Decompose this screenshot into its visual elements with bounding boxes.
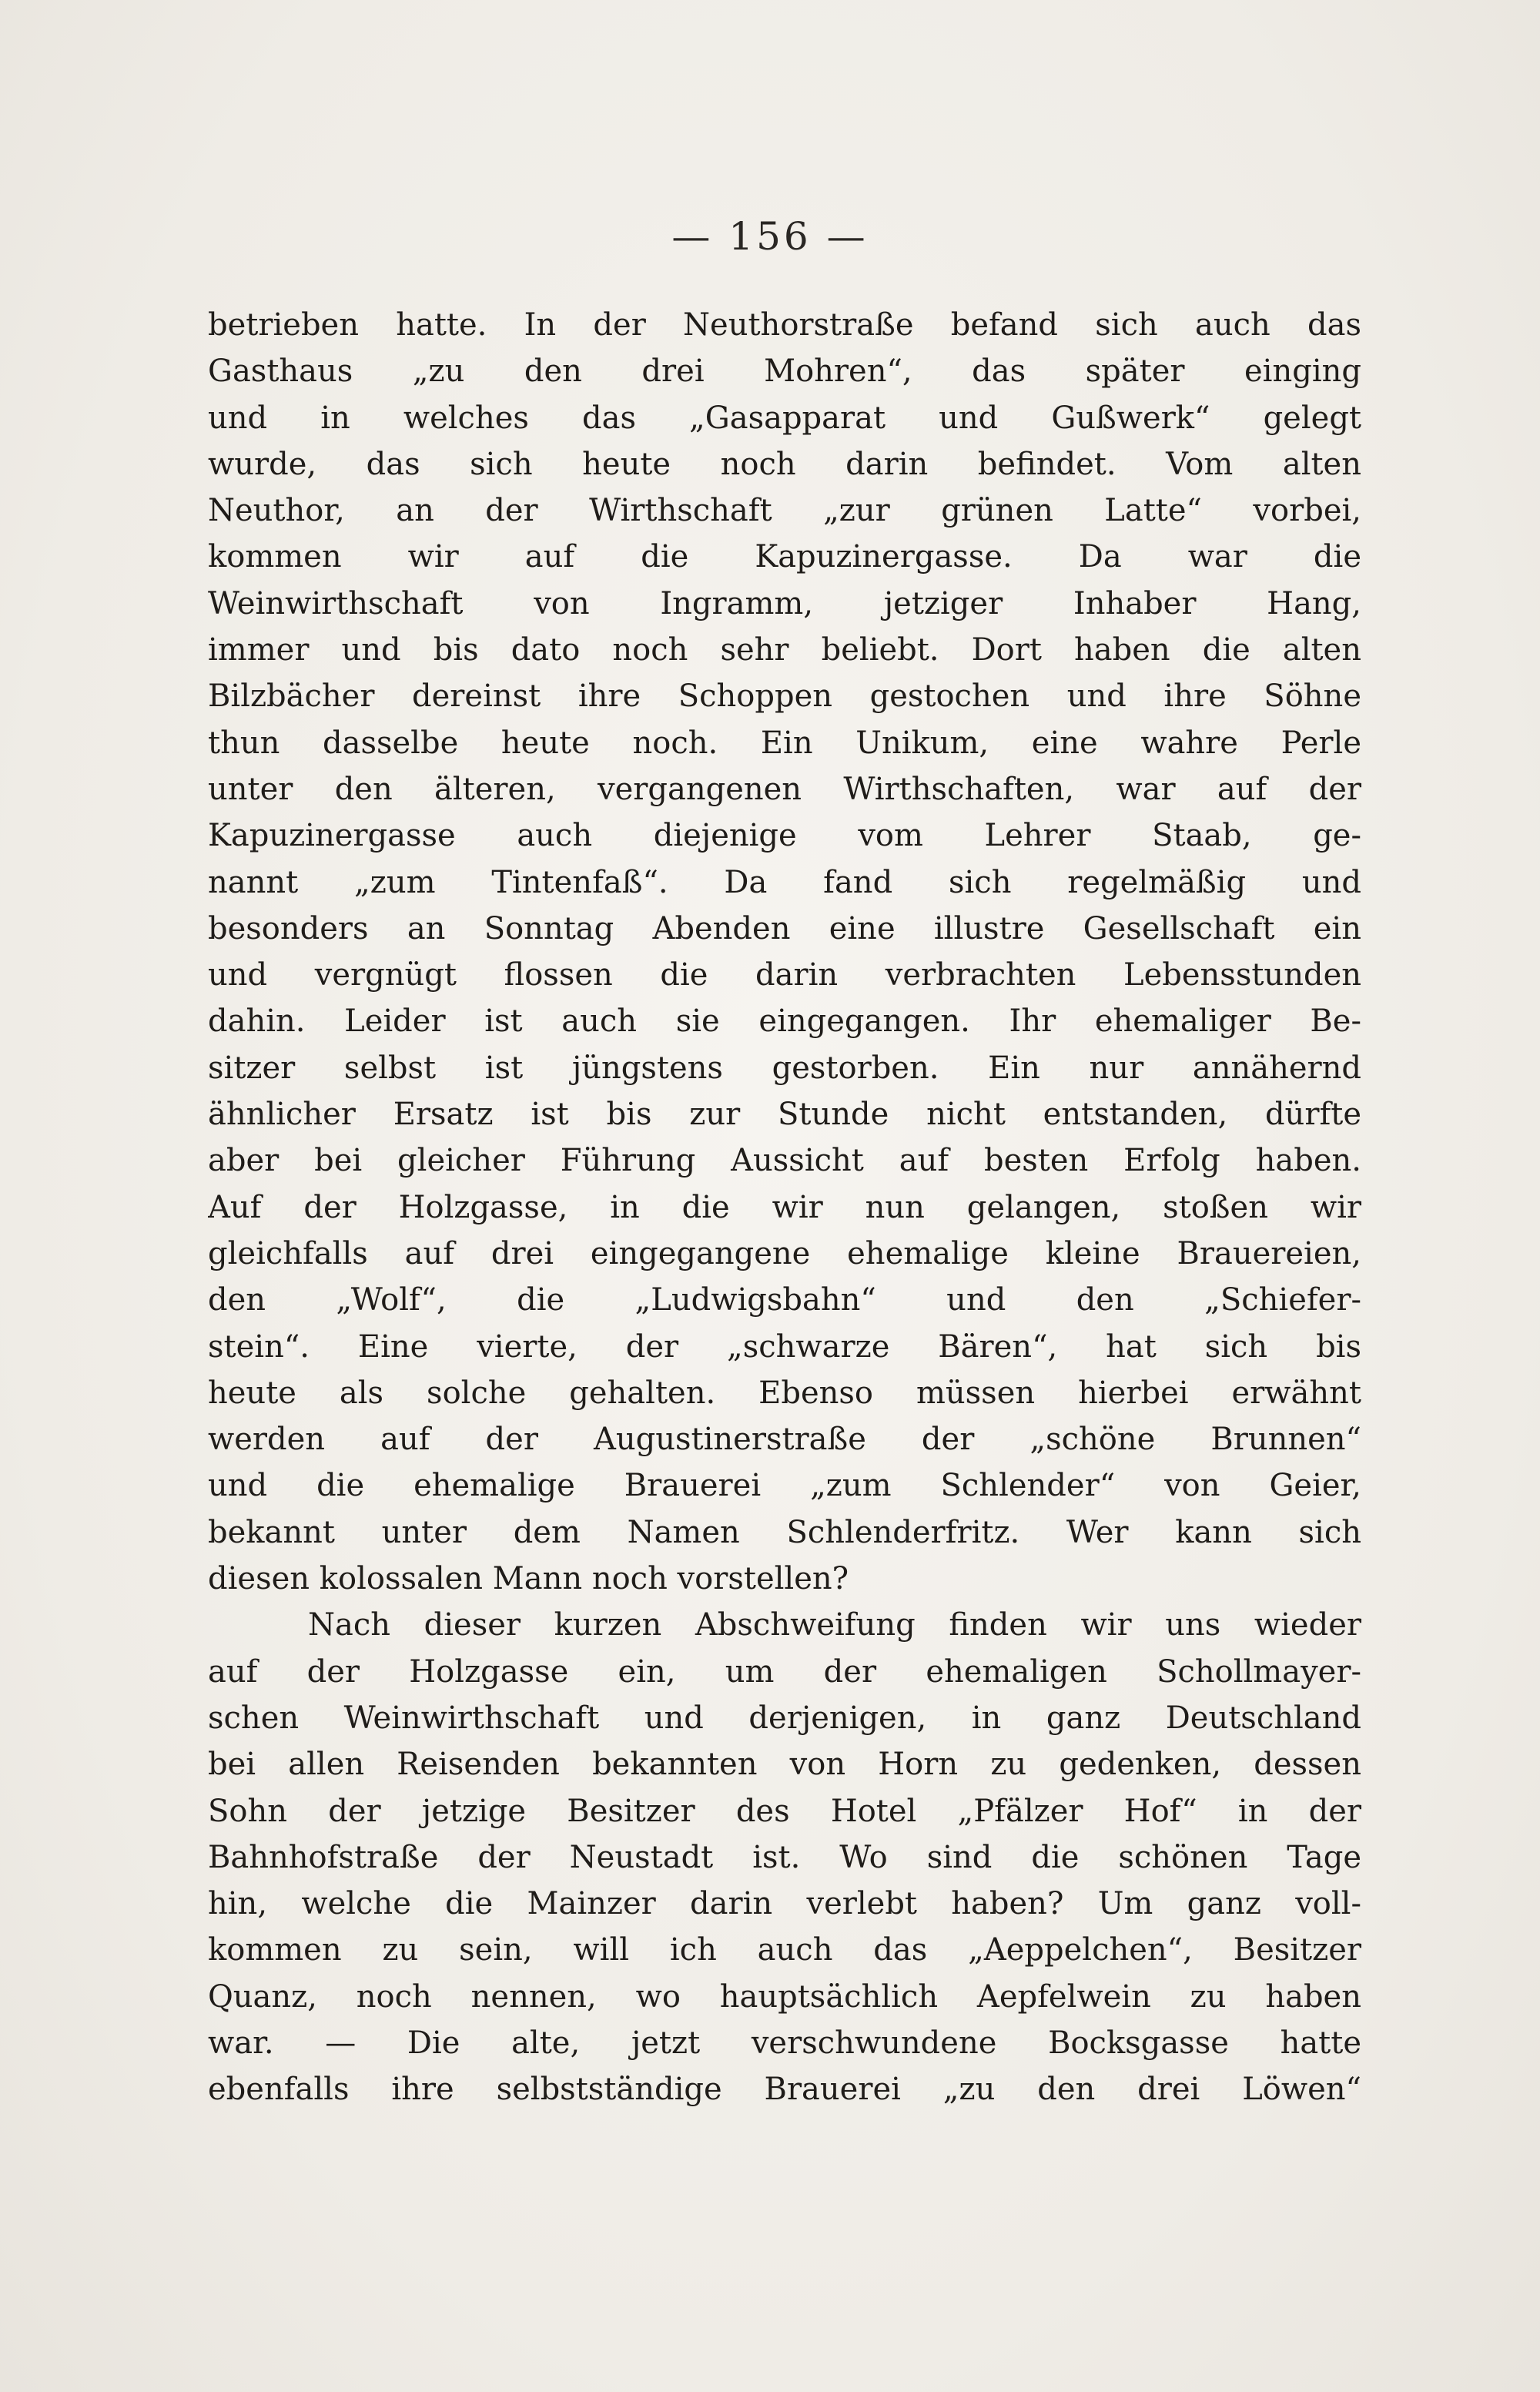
text-line: und vergnügt flossen die darin verbrachten Lebensstunden (208, 957, 1361, 993)
paragraph-end-line: diesen kolossalen Mann noch vorstellen? (208, 1561, 849, 1597)
text-line: gleichfalls auf drei eingegangene ehemalige kleine Brauereien, (208, 1235, 1361, 1271)
text-line: und die ehemalige Brauerei „zum Schlender“ von Geier, (208, 1468, 1361, 1504)
text-line: bekannt unter dem Namen Schlenderfritz. Wer kann sich (208, 1514, 1361, 1550)
text-line: den „Wolf“, die „Ludwigsbahn“ und den „Schiefer- (208, 1282, 1361, 1318)
text-line: immer und bis dato noch sehr beliebt. Dort haben die alten (208, 632, 1361, 668)
text-line: kommen zu sein, will ich auch das „Aeppelchen“, Besitzer (208, 1932, 1361, 1968)
text-line: besonders an Sonntag Abenden eine illustre Gesellschaft ein (208, 910, 1361, 946)
page-number: — 156 — (671, 214, 869, 259)
text-line: heute als solche gehalten. Ebenso müssen hierbei erwähnt (208, 1375, 1361, 1411)
text-line: kommen wir auf die Kapuzinergasse. Da war die (208, 539, 1361, 575)
text-line: Weinwirthschaft von Ingramm, jetziger Inhaber Hang, (208, 585, 1361, 621)
text-line: bei allen Reisenden bekannten von Horn zu gedenken, dessen (208, 1747, 1361, 1783)
text-line: und in welches das „Gasapparat und Gußwerk“ gelegt (208, 400, 1361, 436)
text-line: Bahnhofstraße der Neustadt ist. Wo sind die schönen Tage (208, 1839, 1361, 1875)
text-line: nannt „zum Tintenfaß“. Da fand sich regelmäßig und (208, 864, 1361, 900)
text-line: ebenfalls ihre selbstständige Brauerei „zu den drei Löwen“ (208, 2072, 1361, 2108)
text-line: Quanz, noch nennen, wo hauptsächlich Aepfelwein zu haben (208, 1978, 1361, 2015)
text-line: betrieben hatte. In der Neuthorstraße befand sich auch das (208, 307, 1361, 343)
text-line: Neuthor, an der Wirthschaft „zur grünen Latte“ vorbei, (208, 493, 1361, 529)
text-line: thun dasselbe heute noch. Ein Unikum, eine wahre Perle (208, 725, 1361, 761)
text-line: ähnlicher Ersatz ist bis zur Stunde nicht entstanden, dürfte (208, 1097, 1361, 1133)
text-line: Bilzbächer dereinst ihre Schoppen gestochen und ihre Söhne (208, 678, 1361, 715)
text-line: wurde, das sich heute noch darin befindet. Vom alten (208, 446, 1361, 482)
body-text (208, 302, 1361, 2113)
text-line: sitzer selbst ist jüngstens gestorben. Ein nur annähernd (208, 1050, 1361, 1086)
text-line: dahin. Leider ist auch sie eingegangen. Ihr ehemaliger Be- (208, 1003, 1361, 1040)
text-line: unter den älteren, vergangenen Wirthschaften, war auf der (208, 771, 1361, 807)
text-line: auf der Holzgasse ein, um der ehemaligen Schollmayer- (208, 1653, 1361, 1690)
text-line: stein“. Eine vierte, der „schwarze Bären“, hat sich bis (208, 1328, 1361, 1365)
text-line: Auf der Holzgasse, in die wir nun gelangen, stoßen wir (208, 1189, 1361, 1225)
text-line: Sohn der jetzige Besitzer des Hotel „Pfälzer Hof“ in der (208, 1793, 1361, 1829)
text-line: war. — Die alte, jetzt verschwundene Bocksgasse hatte (208, 2025, 1361, 2061)
text-line: werden auf der Augustinerstraße der „schöne Brunnen“ (208, 1422, 1361, 1458)
text-line: Kapuzinergasse auch diejenige vom Lehrer Staab, ge- (208, 818, 1361, 854)
paragraph-start-line: Nach dieser kurzen Abschweifung finden wir uns wieder (308, 1607, 1361, 1643)
text-line: schen Weinwirthschaft und derjenigen, in ganz Deutschland (208, 1700, 1361, 1736)
text-line: Gasthaus „zu den drei Mohren“, das später einging (208, 353, 1361, 390)
text-line: hin, welche die Mainzer darin verlebt haben? Um ganz voll- (208, 1886, 1361, 1922)
text-line: aber bei gleicher Führung Aussicht auf besten Erfolg haben. (208, 1143, 1361, 1179)
